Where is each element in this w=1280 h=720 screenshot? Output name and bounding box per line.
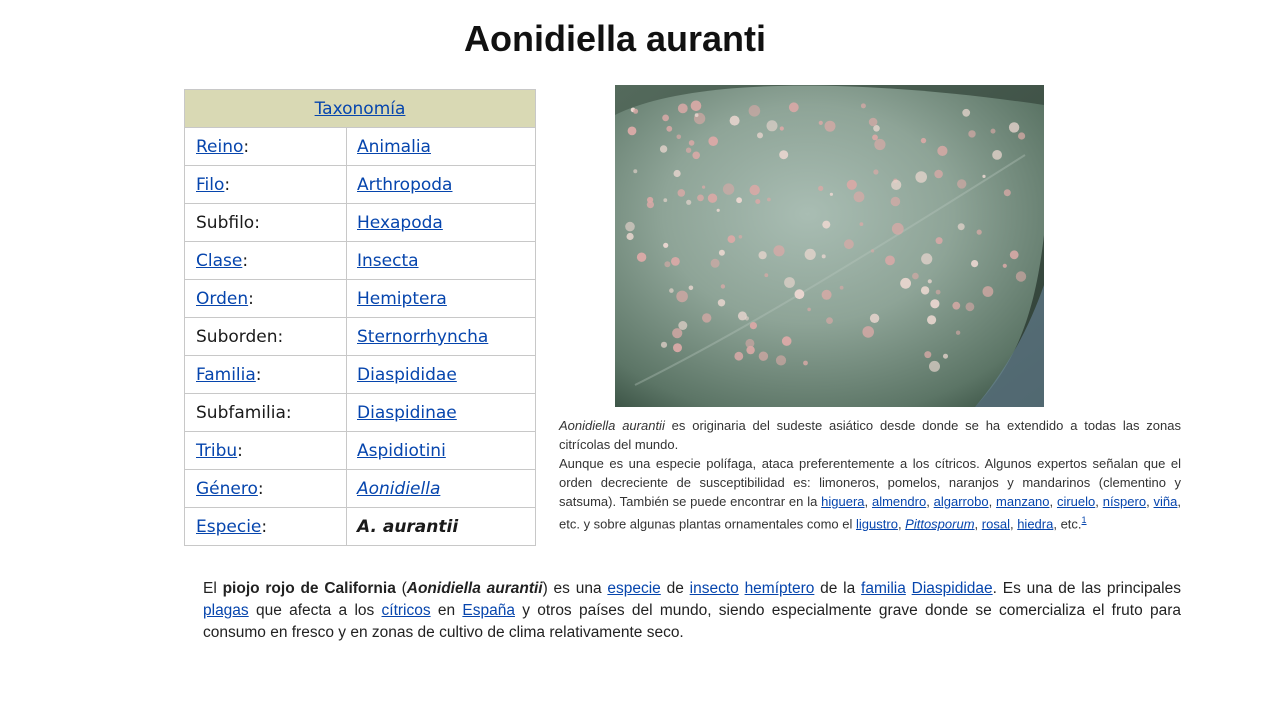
taxonomy-table bbox=[184, 89, 536, 546]
scale-insect-spot bbox=[749, 105, 761, 117]
scale-insect-spot bbox=[678, 104, 688, 114]
scale-insect-spot bbox=[921, 138, 926, 143]
scale-insect-spot bbox=[663, 243, 668, 248]
scale-insect-spot bbox=[711, 259, 720, 268]
scale-insect-spot bbox=[819, 121, 823, 125]
scale-insect-spot bbox=[795, 289, 805, 299]
scale-insect-spot bbox=[625, 222, 635, 232]
taxonomy-rank-7: Subfamilia bbox=[196, 402, 286, 423]
scale-insect-spot bbox=[966, 302, 975, 311]
scale-insect-spot bbox=[767, 120, 778, 131]
scale-insect-spot bbox=[702, 313, 711, 322]
link-plagas[interactable]: plagas bbox=[203, 602, 249, 619]
scale-insect-spot bbox=[847, 180, 857, 190]
scale-insect-spot bbox=[686, 200, 691, 205]
scale-insect-spot bbox=[956, 331, 960, 335]
scale-insect-spot bbox=[677, 135, 682, 140]
scale-insect-spot bbox=[784, 277, 795, 288]
scale-insect-spot bbox=[861, 103, 866, 108]
scale-insect-spot bbox=[952, 302, 960, 310]
scale-insect-spot bbox=[745, 339, 754, 348]
hosts-link[interactable]: algarrobo bbox=[933, 494, 989, 509]
scale-insect-spot bbox=[943, 354, 948, 359]
scale-insect-spot bbox=[730, 116, 740, 126]
scale-insect-spot bbox=[937, 146, 947, 156]
scale-insect-spot bbox=[885, 256, 895, 266]
scale-insect-spot bbox=[678, 321, 687, 330]
link-hemiptero[interactable]: hemíptero bbox=[744, 580, 815, 597]
taxonomy-header-row bbox=[185, 90, 536, 128]
scale-insect-spot bbox=[633, 109, 638, 114]
scale-insect-spot bbox=[862, 326, 874, 338]
scale-insect-spot bbox=[873, 169, 878, 174]
hosts-link[interactable]: manzano bbox=[996, 494, 1050, 509]
scale-insect-spot bbox=[983, 286, 994, 297]
hosts-link[interactable]: níspero bbox=[1102, 494, 1147, 509]
scale-insect-spot bbox=[672, 328, 682, 338]
scale-insect-spot bbox=[936, 237, 943, 244]
scale-insect-spot bbox=[915, 171, 927, 183]
link-citricos[interactable]: cítricos bbox=[381, 602, 431, 619]
taxonomy-row: Clase: Insecta bbox=[185, 242, 536, 280]
caption-paragraph-origin: Aonidiella aurantii es originaria del sudeste asiático desde donde se ha extendido a todas las zonas citrícolas del mundo. bbox=[559, 418, 1181, 452]
scale-insect-spot bbox=[702, 186, 705, 189]
scale-insect-spot bbox=[803, 361, 808, 366]
taxonomy-value-9[interactable]: Aonidiella bbox=[357, 478, 441, 499]
scale-insect-spot bbox=[844, 239, 854, 249]
scale-insect-spot bbox=[689, 140, 695, 146]
scale-insect-spot bbox=[678, 189, 686, 197]
taxonomy-row: Tribu: Aspidiotini bbox=[185, 432, 536, 470]
caption-species-name: Aonidiella aurantii bbox=[559, 418, 665, 433]
scale-insect-spot bbox=[936, 290, 941, 295]
scale-insect-spot bbox=[977, 230, 982, 235]
scale-insect-spot bbox=[891, 197, 901, 207]
taxonomy-rank-3[interactable]: Clase bbox=[196, 250, 243, 271]
scale-insect-spot bbox=[671, 257, 680, 266]
taxonomy-rank-4[interactable]: Orden bbox=[196, 288, 249, 309]
ornamentals-link[interactable]: ligustro bbox=[856, 516, 898, 532]
scale-insect-spot bbox=[780, 126, 784, 130]
scale-insect-spot bbox=[854, 191, 865, 202]
scale-insect-spot bbox=[647, 197, 653, 203]
scale-insect-spot bbox=[971, 260, 978, 267]
scale-insect-spot bbox=[779, 150, 788, 159]
taxonomy-row: Subfilo: Hexapoda bbox=[185, 204, 536, 242]
scale-insect-spot bbox=[782, 336, 792, 346]
scale-insect-spot bbox=[660, 145, 667, 152]
ornamentals-link[interactable]: hiedra bbox=[1017, 516, 1054, 532]
scale-insect-spot bbox=[822, 290, 832, 300]
taxonomy-value-1[interactable]: Arthropoda bbox=[357, 174, 453, 195]
scale-insect-spot bbox=[719, 250, 725, 256]
scale-insect-spot bbox=[686, 148, 691, 153]
taxonomy-rank-5: Suborden bbox=[196, 326, 278, 347]
taxonomy-row: Especie: A. aurantii bbox=[185, 508, 536, 546]
scale-insect-spot bbox=[921, 286, 929, 294]
scale-insect-spot bbox=[718, 299, 725, 306]
taxonomy-value-4[interactable]: Hemiptera bbox=[357, 288, 447, 309]
scale-insect-spot bbox=[708, 194, 717, 203]
scale-insect-spot bbox=[739, 235, 743, 239]
scale-insect-spot bbox=[892, 223, 904, 235]
scale-insect-spot bbox=[818, 186, 823, 191]
reference-1-link[interactable]: 1 bbox=[1081, 515, 1087, 525]
scale-insect-spot bbox=[891, 180, 901, 190]
scale-insect-spot bbox=[1016, 271, 1026, 281]
scale-insect-spot bbox=[962, 109, 970, 117]
scale-insect-spot bbox=[757, 132, 763, 138]
scale-insect-spot bbox=[912, 273, 919, 280]
slide-title: Aonidiella auranti bbox=[463, 18, 767, 59]
scale-insect-spot bbox=[674, 170, 681, 177]
scale-insect-spot bbox=[689, 286, 694, 291]
taxonomy-value-8[interactable]: Aspidiotini bbox=[357, 440, 446, 461]
scale-insect-spot bbox=[764, 273, 768, 277]
scale-insect-spot bbox=[929, 361, 940, 372]
leaf-with-scale-insects-image bbox=[615, 85, 1044, 407]
taxonomy-value-7[interactable]: Diaspidinae bbox=[357, 402, 457, 423]
scale-insect-spot bbox=[734, 352, 743, 361]
scale-insect-spot bbox=[692, 152, 700, 160]
scale-insect-spot bbox=[826, 317, 833, 324]
taxonomy-rank-0[interactable]: Reino bbox=[196, 136, 244, 157]
scale-insect-spot bbox=[673, 343, 682, 352]
taxonomy-row: Reino: Animalia bbox=[185, 128, 536, 166]
hosts-link[interactable]: viña bbox=[1153, 494, 1178, 509]
scale-insect-spot bbox=[750, 322, 757, 329]
scale-insect-spot bbox=[736, 197, 742, 203]
scale-insect-spot bbox=[822, 221, 830, 229]
scale-insect-spot bbox=[789, 102, 799, 112]
scale-insect-spot bbox=[840, 286, 844, 290]
taxonomy-rank-8[interactable]: Tribu bbox=[196, 440, 238, 461]
scale-insect-spot bbox=[924, 351, 931, 358]
scale-insect-spot bbox=[982, 175, 985, 178]
scale-insect-spot bbox=[1003, 264, 1007, 268]
scale-insect-spot bbox=[822, 254, 826, 258]
link-especie[interactable]: especie bbox=[607, 580, 661, 597]
scale-insect-spot bbox=[870, 314, 879, 323]
scale-insect-spot bbox=[930, 299, 939, 308]
host-plant-links: higuera, almendro, algarrobo, manzano, ciruelo, níspero, viña bbox=[821, 494, 1178, 509]
scale-insect-spot bbox=[825, 121, 836, 132]
scale-insect-spot bbox=[900, 278, 911, 289]
taxonomy-value-5[interactable]: Sternorrhyncha bbox=[357, 326, 489, 347]
scale-insect-spot bbox=[934, 170, 943, 179]
scale-insect-spot bbox=[628, 127, 637, 136]
scale-insect-spot bbox=[869, 118, 878, 127]
ornamentals-link[interactable]: rosal bbox=[981, 516, 1010, 532]
scale-insect-spot bbox=[874, 139, 885, 150]
scale-insect-spot bbox=[957, 179, 966, 188]
taxonomy-row: Orden: Hemiptera bbox=[185, 280, 536, 318]
taxonomy-row: Género: Aonidiella bbox=[185, 470, 536, 508]
hosts-link[interactable]: higuera bbox=[821, 494, 865, 509]
taxonomy-rank-2: Subfilo bbox=[196, 212, 255, 233]
link-familia[interactable]: familia bbox=[861, 580, 906, 597]
intro-paragraph: El piojo rojo de California (Aonidiella aurantii) es una especie de insecto hemíptero de la familia Diaspididae. Es una de las principales plagas que afecta a los cítricos en España y otros países del mundo, siendo especialmente grave donde se comercializa el fruto para consumo en fresco y en zonas de cultivo de clima relativamente seco. bbox=[203, 580, 1181, 641]
scale-insect-spot bbox=[871, 249, 874, 252]
scale-insect-spot bbox=[1004, 189, 1011, 196]
taxonomy-rank-6[interactable]: Familia bbox=[196, 364, 256, 385]
scale-insect-spot bbox=[921, 253, 932, 264]
scale-insect-spot bbox=[691, 101, 702, 112]
scale-insect-spot bbox=[759, 251, 767, 259]
scale-insect-spot bbox=[669, 288, 674, 293]
scale-insect-spot bbox=[958, 223, 965, 230]
common-name: piojo rojo de California bbox=[222, 580, 396, 597]
scale-insect-spot bbox=[928, 279, 932, 283]
scale-insect-spot bbox=[776, 355, 786, 365]
scale-insect-spot bbox=[627, 233, 634, 240]
scale-insect-spot bbox=[750, 185, 760, 195]
scale-insect-spot bbox=[695, 113, 699, 117]
scale-insect-spot bbox=[805, 249, 816, 260]
scale-insect-spot bbox=[773, 245, 784, 256]
scale-insect-spot bbox=[637, 253, 646, 262]
scale-insect-spot bbox=[759, 352, 768, 361]
taxonomy-rank-1[interactable]: Filo bbox=[196, 174, 225, 195]
scale-insect-spot bbox=[728, 235, 736, 243]
scale-insect-spot bbox=[662, 115, 669, 122]
scale-insect-spot bbox=[717, 209, 720, 212]
taxonomy-rank-10[interactable]: Especie bbox=[196, 516, 262, 537]
taxonomy-row: Filo: Arthropoda bbox=[185, 166, 536, 204]
caption-paragraph-hosts: Aunque es una especie polífaga, ataca preferentemente a los cítricos. Algunos expertos señalan que el orden decreciente de susceptibilidad es: limoneros, pomelos, naranjos y mandarinos (clementino y satsuma). También se puede encontrar en la higuera, almendro, algarrobo, manzano, ciruelo, níspero, viña, etc. y sobre algunas plantas ornamentales como el ligustro, Pittosporum, rosal, hiedra, etc.$^1$ bbox=[559, 456, 1182, 532]
species-name: Aonidiella aurantii bbox=[406, 580, 543, 597]
scale-insect-spot bbox=[721, 284, 725, 288]
scale-insect-spot bbox=[663, 198, 667, 202]
hosts-link[interactable]: ciruelo bbox=[1056, 494, 1096, 509]
scale-insect-spot bbox=[664, 261, 670, 267]
scale-insect-spot bbox=[860, 222, 864, 226]
scale-insect-spot bbox=[666, 126, 672, 132]
scale-insect-spot bbox=[755, 199, 760, 204]
taxonomy-value-3[interactable]: Insecta bbox=[357, 250, 419, 271]
taxonomy-value-6[interactable]: Diaspididae bbox=[357, 364, 457, 385]
scale-insect-spot bbox=[745, 316, 749, 320]
taxonomy-row: Familia: Diaspididae bbox=[185, 356, 536, 394]
scale-insect-spot bbox=[992, 150, 1002, 160]
scale-insects-photo bbox=[615, 85, 1044, 407]
hosts-link[interactable]: almendro bbox=[871, 494, 927, 509]
taxonomy-row: Subfamilia: Diaspidinae bbox=[185, 394, 536, 432]
taxonomy-value-2[interactable]: Hexapoda bbox=[357, 212, 443, 233]
link-insecto[interactable]: insecto bbox=[689, 580, 739, 597]
scale-insect-spot bbox=[807, 308, 811, 312]
ornamentals-link[interactable]: Pittosporum bbox=[905, 516, 975, 532]
scale-insect-spot bbox=[927, 315, 936, 324]
link-diaspididae[interactable]: Diaspididae bbox=[911, 580, 993, 597]
scale-insect-spot bbox=[767, 198, 771, 202]
scale-insect-spot bbox=[697, 195, 704, 202]
scale-insect-spot bbox=[1018, 132, 1025, 139]
taxonomy-row: Suborden: Sternorrhyncha bbox=[185, 318, 536, 356]
scale-insect-spot bbox=[1009, 122, 1019, 132]
scale-insect-spot bbox=[723, 183, 734, 194]
taxonomy-value-10: A. aurantii bbox=[357, 516, 459, 537]
scale-insect-spot bbox=[1010, 250, 1019, 259]
scale-insect-spot bbox=[661, 342, 667, 348]
taxonomy-rank-9[interactable]: Género bbox=[196, 478, 258, 499]
scale-insect-spot bbox=[708, 136, 718, 146]
photo-caption bbox=[559, 416, 1181, 533]
scale-insect-spot bbox=[968, 130, 975, 137]
scale-insect-spot bbox=[633, 169, 637, 173]
scale-insect-spot bbox=[872, 135, 878, 141]
scale-insect-spot bbox=[991, 129, 996, 134]
scale-insect-spot bbox=[830, 193, 833, 196]
link-espana[interactable]: España bbox=[462, 602, 515, 619]
scale-insect-spot bbox=[676, 291, 688, 303]
ornamental-plant-links: ligustro, Pittosporum, rosal, hiedra bbox=[856, 516, 1054, 532]
taxonomy-header-link[interactable]: Taxonomía bbox=[314, 98, 406, 119]
taxonomy-value-0[interactable]: Animalia bbox=[357, 136, 431, 157]
